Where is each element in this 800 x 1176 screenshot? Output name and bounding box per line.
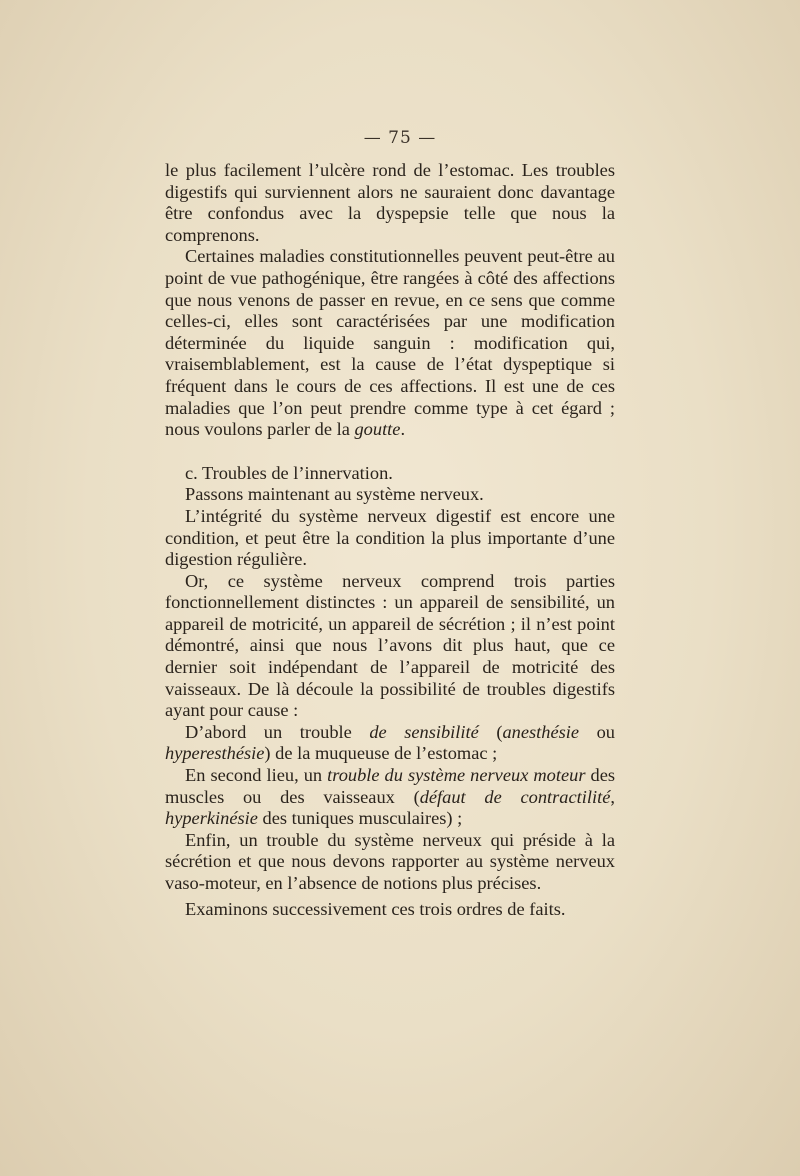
page-body bbox=[165, 160, 615, 920]
paragraph bbox=[165, 571, 615, 722]
text-run: . bbox=[400, 419, 406, 440]
text-run: D’abord un trouble bbox=[185, 721, 370, 742]
text-run: Certaines maladies constitutionnelles peuvent peut-être au point de vue pathogénique, être rangées à côté des affections que nous venons de passer en revue, en ce sens que comme celles-ci, elles sont caractérisées par une modification déterminée du liquide sanguin : modification qui, vraisemblablement, est la cause de l’état dyspeptique si fréquent dans le cours de ces affections. Il est une de ces maladies que l’on peut prendre comme type à cet égard ; nous voulons parler de la bbox=[165, 246, 615, 440]
paragraph bbox=[165, 765, 615, 830]
italic-text: hyperesthésie bbox=[165, 743, 265, 764]
italic-text: anesthésie bbox=[502, 721, 580, 742]
paragraph bbox=[165, 160, 615, 246]
page-number: — 75 — bbox=[363, 128, 437, 148]
text-run: Examinons successivement ces trois ordres de faits. bbox=[185, 898, 566, 919]
text-run: ( bbox=[478, 721, 503, 742]
text-run: En second lieu, un bbox=[185, 765, 328, 786]
text-run: ou bbox=[579, 721, 615, 742]
text-run: Enfin, un trouble du système nerveux qui préside à la sécrétion et que nous devons rapporter au système nerveux vaso-moteur, en l’absence de notions plus précises. bbox=[165, 829, 615, 893]
text-run: , bbox=[610, 786, 615, 807]
text-run: Passons maintenant au système nerveux. bbox=[185, 484, 484, 505]
section-heading bbox=[165, 463, 615, 485]
text-run: Or, ce système nerveux comprend trois parties fonctionnellement distinctes : un appareil de sensibilité, un appareil de motricité, un appareil de sécrétion ; il n’est point démontré, ainsi que nous l’avons dit plus haut, que ce dernier soit indépendant de l’appareil de motricité des vaisseaux. De là découle la possibilité de troubles digestifs ayant pour cause : bbox=[165, 570, 615, 721]
italic-text: trouble du système nerveux moteur bbox=[327, 765, 586, 786]
paragraph bbox=[165, 506, 615, 571]
paragraph bbox=[165, 484, 615, 506]
text-run: des muscles ou des vaisseaux ( bbox=[165, 765, 616, 807]
italic-text: défaut de contractilité bbox=[419, 786, 611, 807]
paragraph bbox=[165, 722, 615, 765]
text-run: des tuniques musculaires) ; bbox=[257, 808, 463, 829]
text-run: ) de la muqueuse de l’estomac ; bbox=[264, 743, 498, 764]
paragraph bbox=[165, 830, 615, 895]
italic-text: de sensibilité bbox=[369, 721, 479, 742]
text-run: c. Troubles de l’innervation. bbox=[185, 462, 393, 483]
text-run: le plus facilement l’ulcère rond de l’estomac. Les troubles digestifs qui surviennent alors ne sauraient donc davantage être confondus avec la dyspepsie telle que nous la comprenons. bbox=[165, 160, 615, 245]
paragraph bbox=[165, 246, 615, 440]
italic-text: goutte bbox=[354, 419, 401, 440]
italic-text: hyperkinésie bbox=[165, 808, 258, 829]
text-run: L’intégrité du système nerveux digestif est encore une condition, et peut être la condition la plus importante d’une digestion régulière. bbox=[165, 505, 615, 570]
paragraph bbox=[165, 899, 615, 921]
